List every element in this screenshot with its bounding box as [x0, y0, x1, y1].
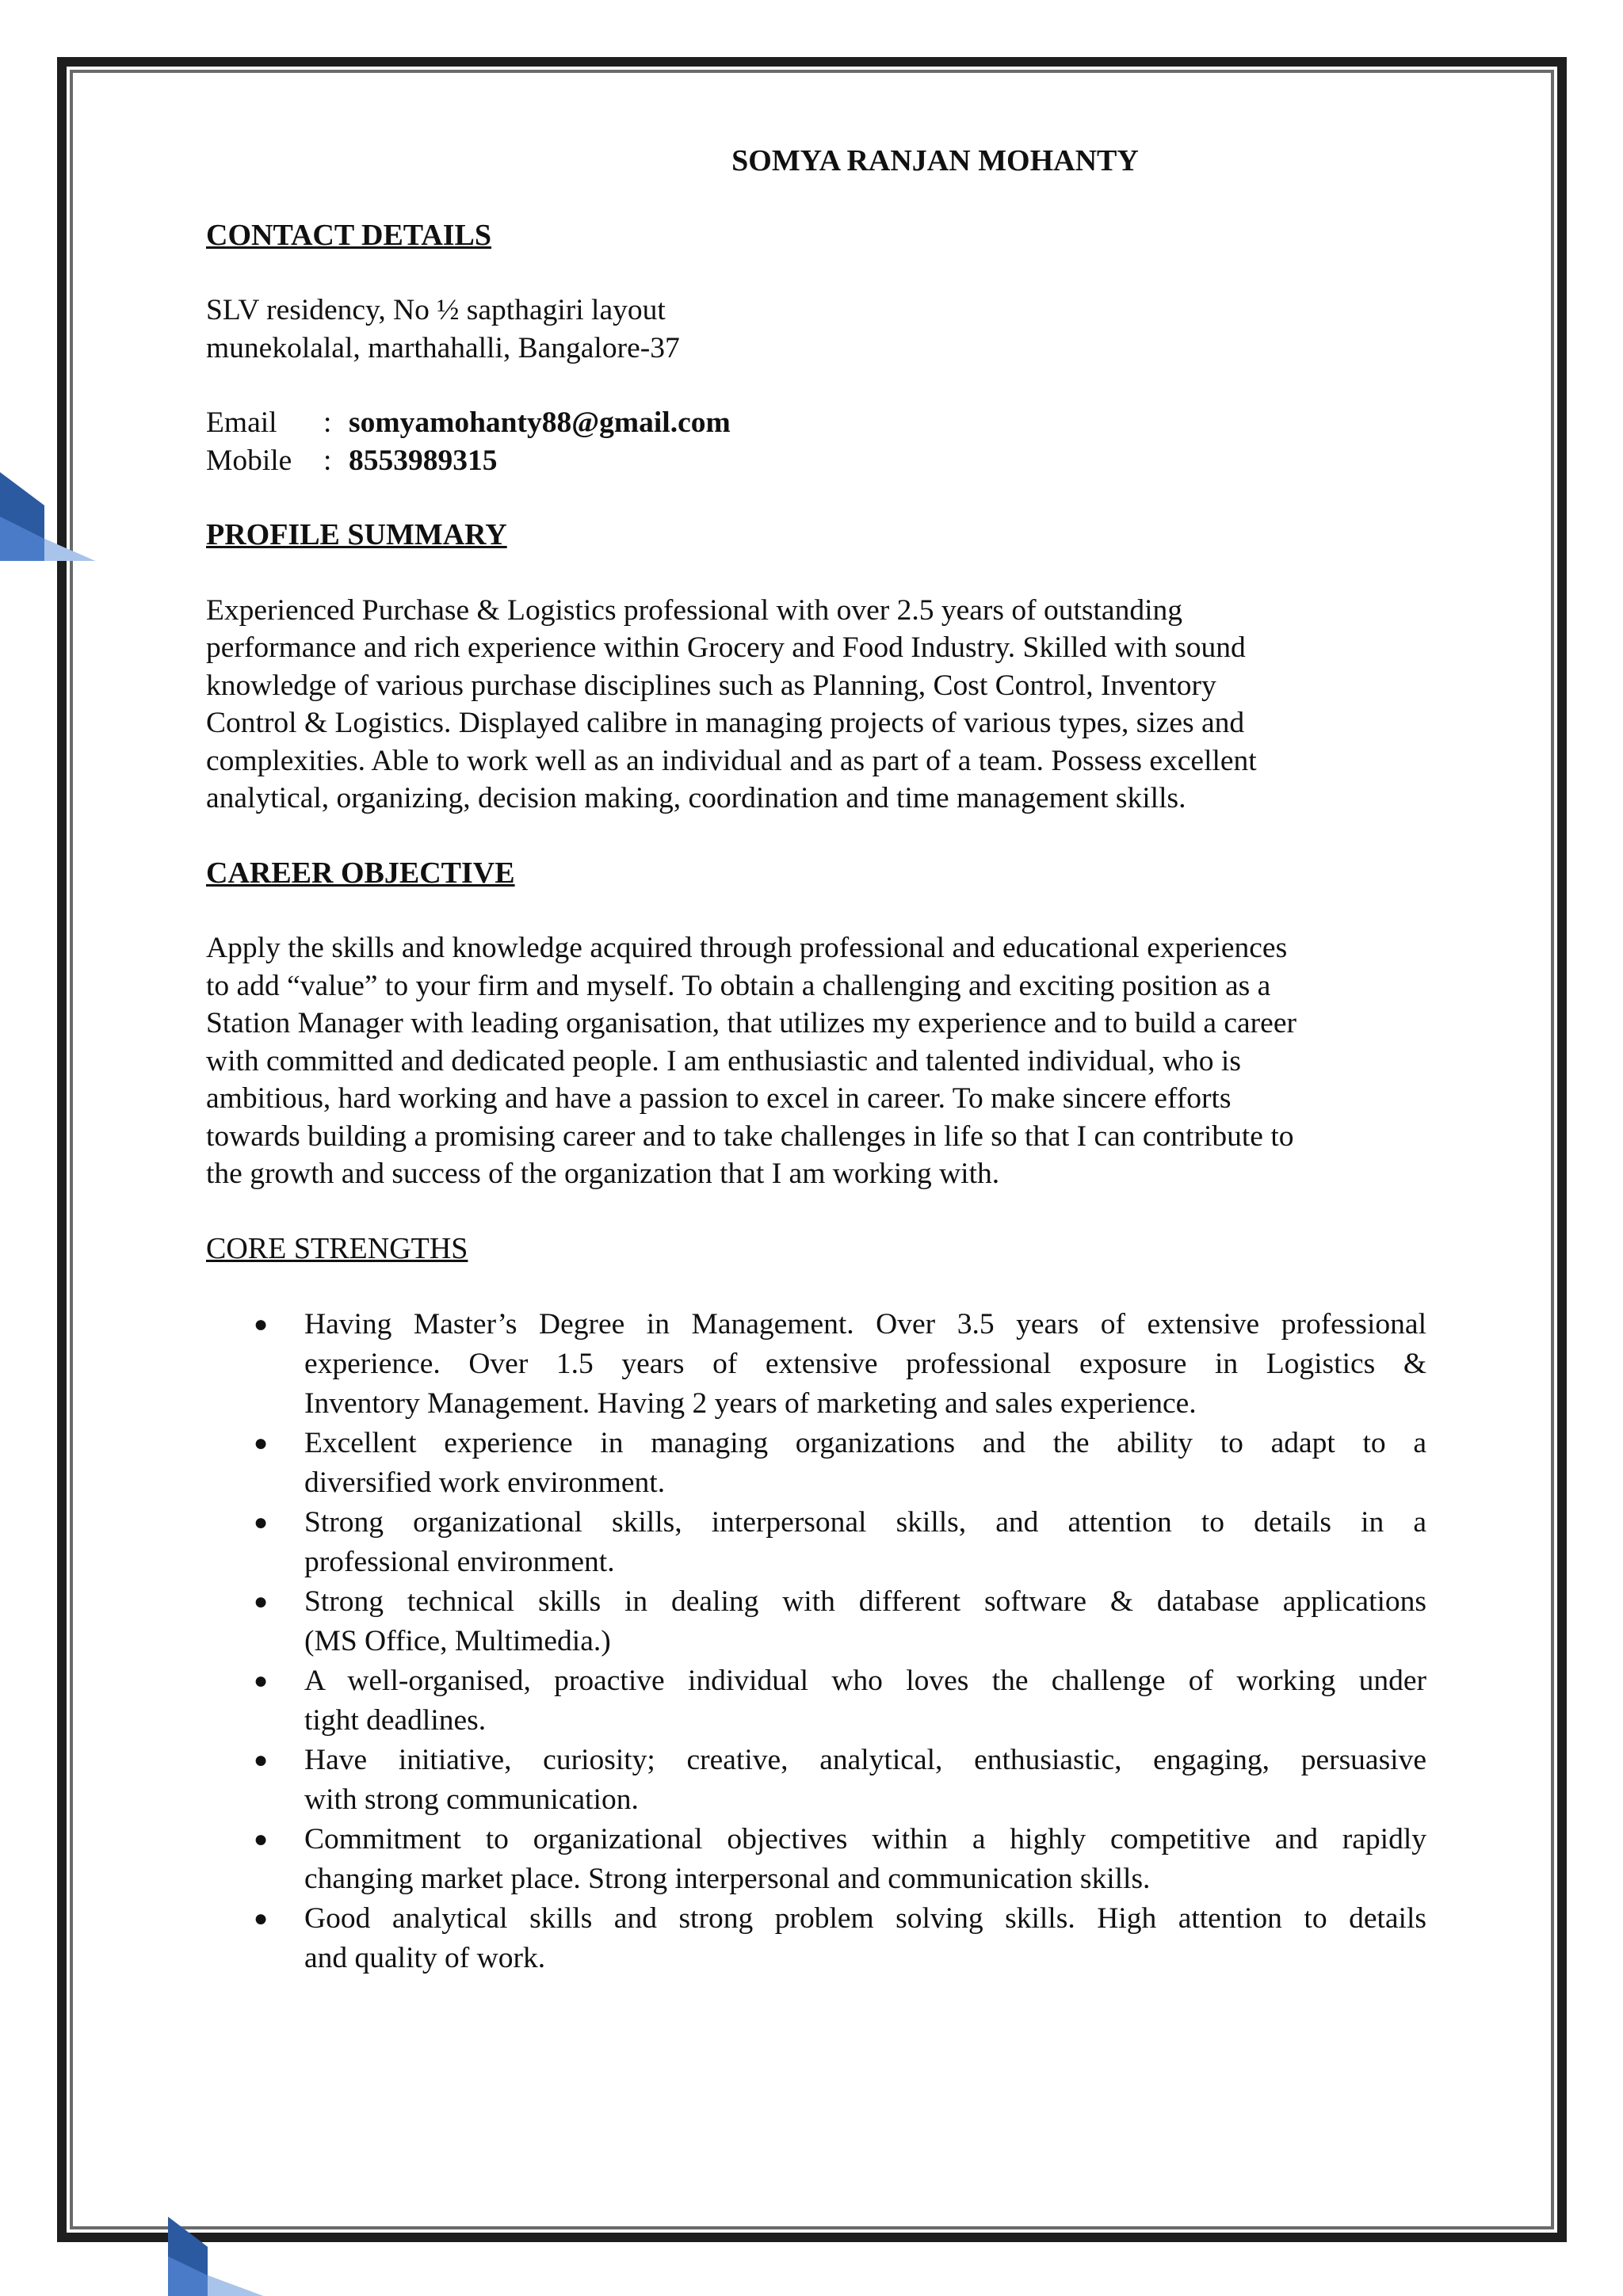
- list-item: [206, 1503, 1426, 1582]
- list-item-line: diversified work environment.: [304, 1466, 666, 1499]
- mobile-separator: :: [323, 444, 332, 477]
- profile-summary-heading: PROFILE SUMMARY: [206, 518, 507, 551]
- list-item: [206, 1305, 1426, 1424]
- list-item-line: Good analytical skills and strong problem solving skills. High attention to details: [304, 1902, 1426, 1935]
- list-item: [206, 1424, 1426, 1503]
- corner-tab-icon-bottom: [168, 2217, 263, 2296]
- career-objective-heading: CAREER OBJECTIVE: [206, 856, 515, 890]
- objective-line: Station Manager with leading organisation, that utilizes my experience and to build a career: [206, 1007, 1296, 1039]
- profile-summary-text: [206, 592, 1426, 818]
- core-strengths-heading: CORE STRENGTHS: [206, 1231, 468, 1265]
- objective-line: with committed and dedicated people. I am enthusiastic and talented individual, who is: [206, 1044, 1241, 1077]
- bullet-icon: ●: [254, 1509, 269, 1535]
- objective-line: the growth and success of the organization that I am working with.: [206, 1158, 1000, 1190]
- bullet-icon: ●: [254, 1668, 269, 1694]
- list-item: [206, 1741, 1426, 1820]
- list-item-line: A well-organised, proactive individual who loves the challenge of working under: [304, 1665, 1426, 1697]
- list-item-line: with strong communication.: [304, 1783, 639, 1816]
- address-line-1: SLV residency, No ½ sapthagiri layout: [206, 294, 666, 326]
- list-item-line: changing market place. Strong interpersonal and communication skills.: [304, 1863, 1151, 1895]
- list-item: [206, 1899, 1426, 1978]
- bullet-icon: ●: [254, 1589, 269, 1615]
- core-strengths-list: [206, 1305, 1426, 1978]
- resume-content: [206, 143, 1426, 1978]
- list-item-line: tight deadlines.: [304, 1704, 487, 1737]
- address-block: [206, 292, 1426, 367]
- objective-line: to add “value” to your firm and myself. To obtain a challenging and exciting position as a: [206, 969, 1271, 1002]
- list-item-line: experience. Over 1.5 years of extensive professional exposure in Logistics &: [304, 1348, 1426, 1380]
- list-item: [206, 1820, 1426, 1899]
- list-item: [206, 1661, 1426, 1741]
- contact-details-heading: CONTACT DETAILS: [206, 218, 492, 252]
- candidate-name: SOMYA RANJAN MOHANTY: [731, 144, 1139, 177]
- career-objective-text: [206, 929, 1426, 1193]
- corner-tab-icon: [0, 472, 95, 561]
- email-value: somyamohanty88@gmail.com: [349, 406, 731, 439]
- profile-line: knowledge of various purchase disciplines such as Planning, Cost Control, Inventory: [206, 669, 1216, 702]
- bullet-icon: ●: [254, 1430, 269, 1456]
- list-item-line: Strong organizational skills, interpersonal skills, and attention to details in a: [304, 1506, 1426, 1539]
- list-item-line: Having Master’s Degree in Management. Over 3.5 years of extensive professional: [304, 1308, 1426, 1341]
- profile-line: performance and rich experience within Grocery and Food Industry. Skilled with sound: [206, 631, 1246, 664]
- list-item: [206, 1582, 1426, 1661]
- mobile-row: [206, 442, 1426, 480]
- objective-line: towards building a promising career and to take challenges in life so that I can contribute to: [206, 1119, 1294, 1153]
- profile-line: Experienced Purchase & Logistics professional with over 2.5 years of outstanding: [206, 593, 1182, 627]
- list-item-line: Excellent experience in managing organizations and the ability to adapt to a: [304, 1427, 1426, 1459]
- bullet-icon: ●: [254, 1826, 269, 1852]
- profile-line: analytical, organizing, decision making, coordination and time management skills.: [206, 782, 1186, 814]
- list-item-line: Commitment to organizational objectives within a highly competitive and rapidly: [304, 1823, 1426, 1855]
- mobile-label: Mobile: [206, 444, 292, 477]
- list-item-line: Have initiative, curiosity; creative, analytical, enthusiastic, engaging, persuasive: [304, 1744, 1426, 1776]
- email-separator: :: [323, 406, 332, 439]
- list-item-line: (MS Office, Multimedia.): [304, 1625, 611, 1657]
- email-row: [206, 404, 1426, 442]
- email-label: Email: [206, 406, 277, 439]
- profile-line: complexities. Able to work well as an individual and as part of a team. Possess excellent: [206, 744, 1257, 777]
- list-item-line: and quality of work.: [304, 1942, 546, 1974]
- profile-line: Control & Logistics. Displayed calibre in managing projects of various types, sizes and: [206, 707, 1245, 739]
- list-item-line: Strong technical skills in dealing with different software & database applications: [304, 1585, 1426, 1618]
- bullet-icon: ●: [254, 1747, 269, 1773]
- objective-line: Apply the skills and knowledge acquired through professional and educational experiences: [206, 932, 1288, 964]
- bullet-icon: ●: [254, 1905, 269, 1932]
- mobile-value: 8553989315: [349, 444, 498, 477]
- address-line-2: munekolalal, marthahalli, Bangalore-37: [206, 331, 680, 364]
- list-item-line: Inventory Management. Having 2 years of marketing and sales experience.: [304, 1387, 1197, 1420]
- contact-info-block: [206, 404, 1426, 479]
- bullet-icon: ●: [254, 1311, 269, 1337]
- objective-line: ambitious, hard working and have a passion to excel in career. To make sincere efforts: [206, 1082, 1232, 1115]
- list-item-line: professional environment.: [304, 1546, 615, 1578]
